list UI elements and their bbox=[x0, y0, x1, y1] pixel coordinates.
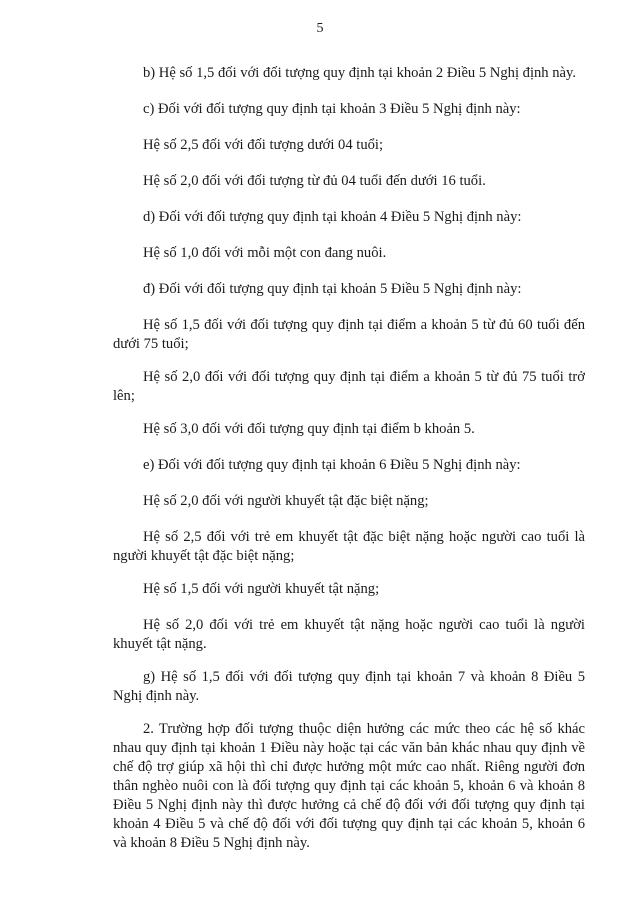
paragraph-e: e) Đối với đối tượng quy định tại khoản 6 Điều 5 Nghị định này: bbox=[143, 457, 521, 473]
paragraph-g: g) Hệ số 1,5 đối với đối tượng quy định tại khoản 7 và khoản 8 Điều 5 Nghị định này. bbox=[113, 669, 585, 704]
page-number: 5 bbox=[316, 21, 324, 36]
paragraph-c-coef-2: Hệ số 2,0 đối với đối tượng từ đủ 04 tuổi đến dưới 16 tuổi. bbox=[143, 173, 486, 189]
paragraph-e-coef-1: Hệ số 2,0 đối với người khuyết tật đặc biệt nặng; bbox=[143, 493, 429, 509]
paragraph-dd-coef-1: Hệ số 1,5 đối với đối tượng quy định tại điểm a khoản 5 từ đủ 60 tuổi đến dưới 75 tuổi; bbox=[113, 317, 585, 352]
paragraph-e-coef-2: Hệ số 2,5 đối với trẻ em khuyết tật đặc biệt nặng hoặc người cao tuổi là người khuyết tật đặc biệt nặng; bbox=[113, 529, 585, 564]
document-body bbox=[113, 64, 585, 853]
paragraph-dd-coef-3: Hệ số 3,0 đối với đối tượng quy định tại điểm b khoản 5. bbox=[143, 421, 475, 437]
paragraph-b: b) Hệ số 1,5 đối với đối tượng quy định tại khoản 2 Điều 5 Nghị định này. bbox=[143, 65, 577, 81]
paragraph-d-coef-1: Hệ số 1,0 đối với mỗi một con đang nuôi. bbox=[143, 245, 387, 261]
paragraph-clause-2: 2. Trường hợp đối tượng thuộc diện hưởng các mức theo các hệ số khác nhau quy định tại khoản 1 Điều này hoặc tại các văn bản khác nhau quy định về chế độ trợ giúp xã hội thì chỉ được hưởng một mức cao nhất. Riêng người đơn thân nghèo nuôi con là đối tượng quy định tại các khoản 5, khoản 6 và khoản 8 Điều 5 Nghị định này thì được hưởng cả chế độ đối với đối tượng quy định tại khoản 4 Điều 5 và chế độ đối với đối tượng quy định tại các khoản 5, khoản 6 và khoản 8 Điều 5 Nghị định này. bbox=[113, 721, 585, 851]
paragraph-c-coef-1: Hệ số 2,5 đối với đối tượng dưới 04 tuổi; bbox=[143, 137, 384, 153]
paragraph-e-coef-4: Hệ số 2,0 đối với trẻ em khuyết tật nặng hoặc người cao tuổi là người khuyết tật nặng. bbox=[113, 617, 585, 652]
paragraph-e-coef-3: Hệ số 1,5 đối với người khuyết tật nặng; bbox=[143, 581, 380, 597]
paragraph-d: d) Đối với đối tượng quy định tại khoản 4 Điều 5 Nghị định này: bbox=[143, 209, 522, 225]
paragraph-c: c) Đối với đối tượng quy định tại khoản 3 Điều 5 Nghị định này: bbox=[143, 101, 521, 117]
paragraph-dd: đ) Đối với đối tượng quy định tại khoản 5 Điều 5 Nghị định này: bbox=[143, 281, 522, 297]
paragraph-dd-coef-2: Hệ số 2,0 đối với đối tượng quy định tại điểm a khoản 5 từ đủ 75 tuổi trở lên; bbox=[113, 369, 585, 404]
